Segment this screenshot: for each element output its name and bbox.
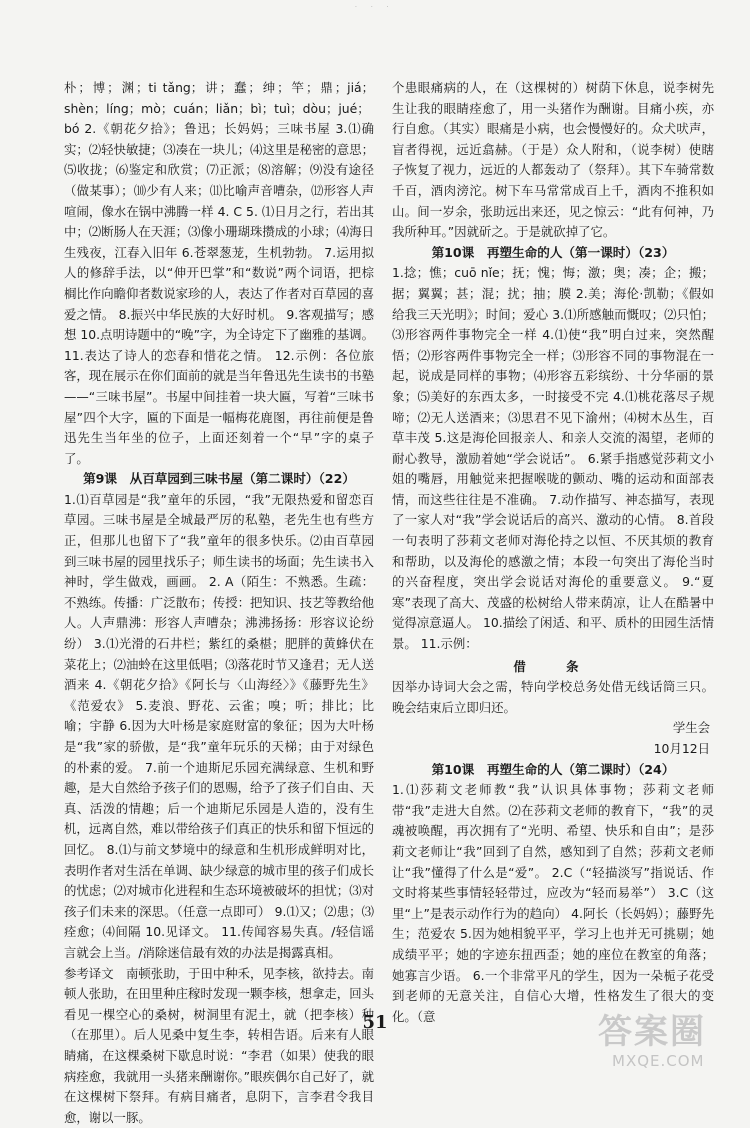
lesson-heading: 第10课 再塑生命的人（第二课时）（24） — [431, 761, 675, 777]
answer-paragraph: 1.⑴百草园是“我”童年的乐园，“我”无限热爱和留恋百草园。三味书屋是全城最严厉的私塾，老先生也有些方正，但那儿也留下了“我”童年的很多快乐。⑵由百草园到三味书屋的园里找乐子；师生读书的场面；先生读书入神时，学生做戏，画画。 2. A（陌生：不熟悉。生疏：不熟练。传播：广泛散布；传授：把知识、技艺等教给他人。人声鼎沸：形容人声嘈杂；沸沸扬扬：形容议论纷纷） 3.⑴光滑的石井栏；紫红的桑椹；肥胖的黄蜂伏在菜花上；⑵油蛉在这里低唱；⑶落花时节又逢君；无人送酒来 4.《朝花夕拾》《阿长与〈山海经〉》《藤野先生》《范爱农》 5.麦浪、野花、云雀；嗅；听；排比；比喻；宇静 6.因为大叶杨是家庭财富的象征；因为大叶杨是“我”家的骄傲，是“我”童年玩乐的天梯；由于对绿色的朴素的爱。 7.前一个迪斯尼乐园充满绿意、生机和野趣，是大自然给予孩子们的恩赐，给予了孩子们自由、天真、活泼的情趣；后一个迪斯尼乐园是人造的，没有生机，远离自然，难以带给孩子们真正的快乐和留下恒远的回忆。 8.⑴与前文梦境中的绿意和生机形成鲜明对比，表明作者对生活在单调、缺少绿意的城市里的孩子们成长的忧虑；⑵对城市化进程和生态环境被破坏的担忧；⑶对孩子们未来的深思。（任意一点即可） 9.⑴又；⑵患；⑶痊愈；⑷间隔 10.见译文。 11.传闻容易失真。/轻信谣言就会上当。/消除迷信最有效的办法是揭露真相。 — [64, 491, 374, 960]
lesson-heading: 第9课 从百草园到三味书屋（第二课时）（22） — [83, 471, 355, 487]
answer-paragraph: 朴；博；渊；ti tǎng；讲；蠢；绅；竿；鼎；jiá；shèn；líng；mò；cuán；liǎn；bì；tuì；dòu；jué；bó 2.《朝花夕拾》；鲁迅；长妈妈；三味书屋 3.⑴确实；⑵轻快敏捷；⑶凑在一块儿；⑷这里是秘密的意思；⑸收拢；⑹鉴定和欣赏；⑺正派；⑻溶解；⑼没有途径（做某事）；⑽少有人来；⑾比喻声音嘈杂，⑿形容人声喧闹，像水在锅中沸腾一样 4. C 5. ⑴日月之行，若出其中；⑵断肠人在天涯；⑶像小珊瑚珠攒成的小球；⑷海日生残夜，江春入旧年 6.苍翠葱茏，生机勃勃。 7.运用拟人的修辞手法，以“伸开巴掌”和“数说”两个词语，把棕榈比作向瞻仰者数说家珍的人，表达了作者对百草园的喜爱之情。 8.振兴中华民族的大好时机。 9.客观描写；感想 10.点明诗题中的“晚”字，为全诗定下了幽雅的基调。 11.表达了诗人的恋春和惜花之情。 12.示例：各位旅客，现在展示在你们面前的就是当年鲁迅先生读书的书塾——“三味书屋”。书屋中间挂着一块大匾，写着“三味书屋”四个大字，匾的下面是一幅梅花鹿图，再往前便是鲁迅先生当年坐的位子，上面还刻着一个“早”字的桌子了。 — [64, 80, 374, 466]
watermark-sub-text: MXQE.COM — [612, 1052, 705, 1070]
lesson-heading: 第10课 再塑生命的人（第一课时）（23） — [431, 244, 675, 260]
answer-paragraph: 参考译文 南顿张助，于田中种禾，见李核，欲持去。南顿人张助，在田里种庄稼时发现一颗李核，想拿走，回头看见一棵空心的桑树，树洞里有泥土，就（把李核）种（在那里）。后人见桑中复生李，转相告语。后来有人眼睛痛，在这棵桑树下歇息时说：“李君（如果）使我的眼病痊愈，我就用一头猪来酬谢你。”眼疾偶尔自己好了，就在这棵树下祭拜。有病目痛者，息阴下，言李君令我目愈，谢以一豚。 — [64, 965, 374, 1125]
note-signature-line: 学生会 — [672, 720, 710, 736]
answer-paragraph: 个患眼痛病的人，在（这棵树的）树荫下休息，说李树先生让我的眼睛痊愈了，用一头猪作为酬谢。目痛小疾，亦行自愈。（其实）眼痛是小病，也会慢慢好的。众犬吠声，盲者得视，远近翕赫。（于是）众人附和，（说李树）使瞎子恢复了视力，远近的人都轰动了（祭拜）。其下车骑常数千百，酒肉滂沱。树下车马常常成百上千，酒肉不推积如山。间一岁余，张助远出来还，见之惊云：“此有何神，乃我所种耳。”因就斫之。于是就砍掉了它。 — [392, 80, 714, 240]
answer-paragraph: 因举办诗词大会之需，特向学校总务处借无线话筒三只。晚会结束后立即归还。 — [392, 679, 714, 715]
answer-paragraph: 1.捻；憔；cuō nǐe；抚；愧；悔；激；奥；凑；企；搬；据；翼翼；甚；混；扰；抽；膜 2.美；海伦·凯勒；《假如给我三天光明》；时间；爱心 3.⑴所感触而慨叹；⑵只怕；⑶形容两件事物完全一样 4.⑴使“我”明白过来，突然醒悟；⑵形容两件事物完全一样；⑶形容不同的事物混在一起，说成是同样的事物；⑷形容五彩缤纷、十分华丽的景象；⑸美好的东西太多，一时接受不完 4.⑴桃花落尽子规啼；⑵无人送酒来；⑶思君不见下渝州；⑷树木丛生，百草丰茂 5.这是海伦回报亲人、和亲人交流的渴望，老师的耐心教导，激励着她“学会说话”。 6.紧手指感觉莎莉文小姐的嘴唇，用触觉来把握喉咙的颤动、嘴的运动和面部表情，而这些往往是不准确。 7.动作描写、神态描写，表现了一家人对“我”学会说话后的高兴、激动的心情。 8.首段一句表明了莎莉文老师对海伦持之以恒、不厌其烦的教育和帮助，以及海伦的感激之情；本段一句突出了海伦当时的兴奋程度，突出学会说话对海伦的重要意义。 9.“夏寒”表现了高大、茂盛的松树给人带来荫凉，让人在酷暑中觉得凉意逼人。 10.描绘了闲适、和平、质朴的田园生活情景。 11.示例： — [392, 265, 714, 652]
page-number: 51 — [362, 1012, 388, 1033]
answer-paragraph: 1.⑴莎莉文老师教“我”认识具体事物；莎莉文老师带“我”走进大自然。⑵在莎莉文老师的教育下，“我”的灵魂被唤醒，再次拥有了“光明、希望、快乐和自由”；是莎莉文老师让“我”回到了自然，感知到了自然；莎莉文老师让“我”懂得了什么是“爱”。 2.C（“轻描淡写”指说话、作文时将某些事情轻轻带过，应改为“轻而易举”） 3.C（这里“上”是表示动作行为的趋向） 4.阿长（长妈妈）；藤野先生；范爱农 5.因为她相貌平平，学习上也并无可挑剔；她成绩平平；她的字迹东扭西歪；她的座位在教室的角落；她寡言少语。 6.一个非常平凡的学生，因为一朵栀子花受到老师的无意关注，自信心大增，性格发生了很大的变化。（意 — [392, 782, 714, 1024]
right-column — [392, 78, 714, 1027]
top-edge-mark: · · · — [355, 4, 395, 11]
note-title: 借 条 — [513, 658, 593, 674]
left-column — [64, 78, 374, 1128]
watermark-main-text: 答案圈 — [598, 1012, 706, 1052]
note-signature-line: 10月12日 — [653, 741, 710, 756]
watermark-logo — [598, 1012, 738, 1074]
